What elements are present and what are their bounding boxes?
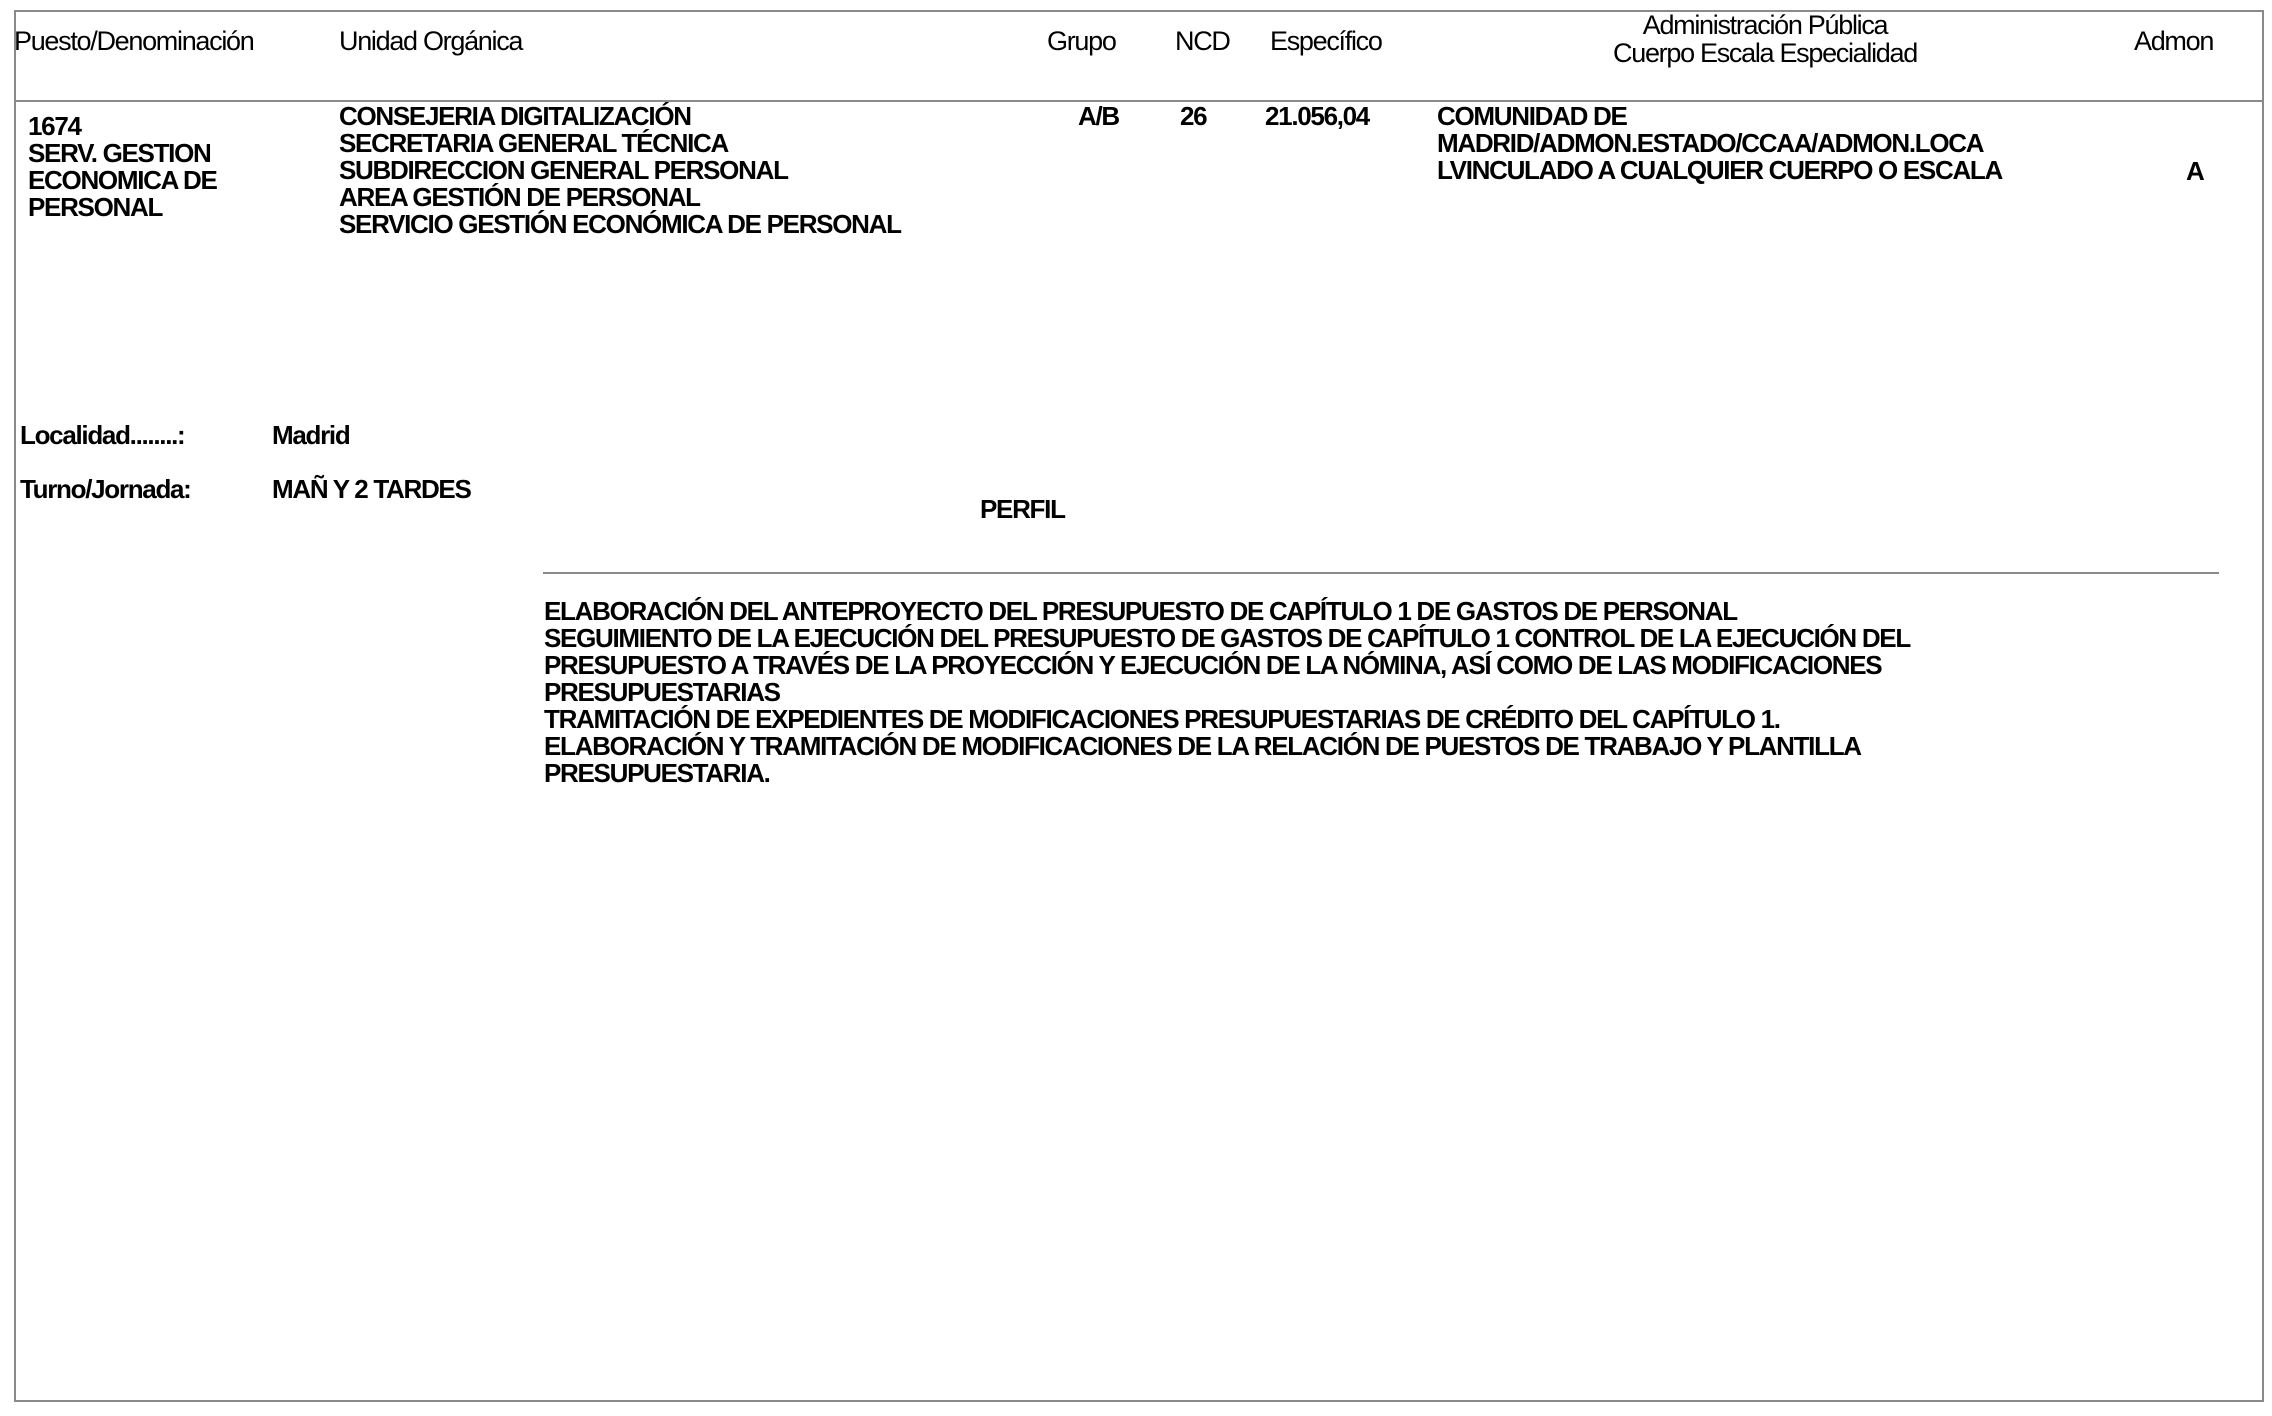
unidad-organica <box>339 103 901 238</box>
puesto-number: 1674 <box>28 111 81 141</box>
administracion-line: MADRID/ADMON.ESTADO/CCAA/ADMON.LOCA <box>1437 128 1984 158</box>
perfil-line: PRESUPUESTARIAS <box>544 677 780 707</box>
grupo-value: A/B <box>1078 101 1119 131</box>
perfil-line: PRESUPUESTO A TRAVÉS DE LA PROYECCIÓN Y EJECUCIÓN DE LA NÓMINA, ASÍ COMO DE LAS MODIFICACIONES <box>544 650 1882 680</box>
puesto-denominacion <box>28 113 217 221</box>
localidad-label: Localidad........: <box>20 420 185 450</box>
localidad-value: Madrid <box>272 420 350 450</box>
header-grupo: Grupo <box>1047 26 1116 56</box>
puesto-line: SERV. GESTION <box>28 138 211 168</box>
perfil-divider <box>543 572 2219 574</box>
header-especifico: Específico <box>1270 26 1382 56</box>
administracion-line: LVINCULADO A CUALQUIER CUERPO O ESCALA <box>1437 155 2002 185</box>
unidad-line: SUBDIRECCION GENERAL PERSONAL <box>339 155 788 185</box>
puesto-line: ECONOMICA DE <box>28 165 217 195</box>
header-admon: Admon <box>2134 26 2214 56</box>
unidad-line: SECRETARIA GENERAL TÉCNICA <box>339 128 728 158</box>
admon-value: A <box>2186 156 2204 186</box>
header-administracion-line2: Cuerpo Escala Especialidad <box>1613 38 1917 68</box>
header-unidad: Unidad Orgánica <box>339 26 523 56</box>
perfil-description <box>544 598 1910 787</box>
administracion-publica <box>1437 103 2002 184</box>
turno-label: Turno/Jornada: <box>20 474 191 504</box>
administracion-line: COMUNIDAD DE <box>1437 101 1627 131</box>
header-administracion-line1: Administración Pública <box>1642 10 1888 40</box>
perfil-title: PERFIL <box>980 494 1065 524</box>
perfil-line: ELABORACIÓN DEL ANTEPROYECTO DEL PRESUPUESTO DE CAPÍTULO 1 DE GASTOS DE PERSONAL <box>544 596 1737 626</box>
turno-value: MAÑ Y 2 TARDES <box>272 474 471 504</box>
unidad-line: AREA GESTIÓN DE PERSONAL <box>339 182 700 212</box>
unidad-line: SERVICIO GESTIÓN ECONÓMICA DE PERSONAL <box>339 209 901 239</box>
perfil-line: SEGUIMIENTO DE LA EJECUCIÓN DEL PRESUPUESTO DE GASTOS DE CAPÍTULO 1 CONTROL DE LA EJECUCIÓN DEL <box>544 623 1910 653</box>
unidad-line: CONSEJERIA DIGITALIZACIÓN <box>339 101 691 131</box>
header-ncd: NCD <box>1175 26 1230 56</box>
perfil-line: PRESUPUESTARIA. <box>544 758 770 788</box>
perfil-line: ELABORACIÓN Y TRAMITACIÓN DE MODIFICACIONES DE LA RELACIÓN DE PUESTOS DE TRABAJO Y PLANTILLA <box>544 731 1861 761</box>
puesto-line: PERSONAL <box>28 192 163 222</box>
especifico-value: 21.056,04 <box>1265 101 1369 131</box>
perfil-line: TRAMITACIÓN DE EXPEDIENTES DE MODIFICACIONES PRESUPUESTARIAS DE CRÉDITO DEL CAPÍTULO 1. <box>544 704 1780 734</box>
ncd-value: 26 <box>1180 101 1207 131</box>
header-puesto: Puesto/Denominación <box>14 26 254 56</box>
